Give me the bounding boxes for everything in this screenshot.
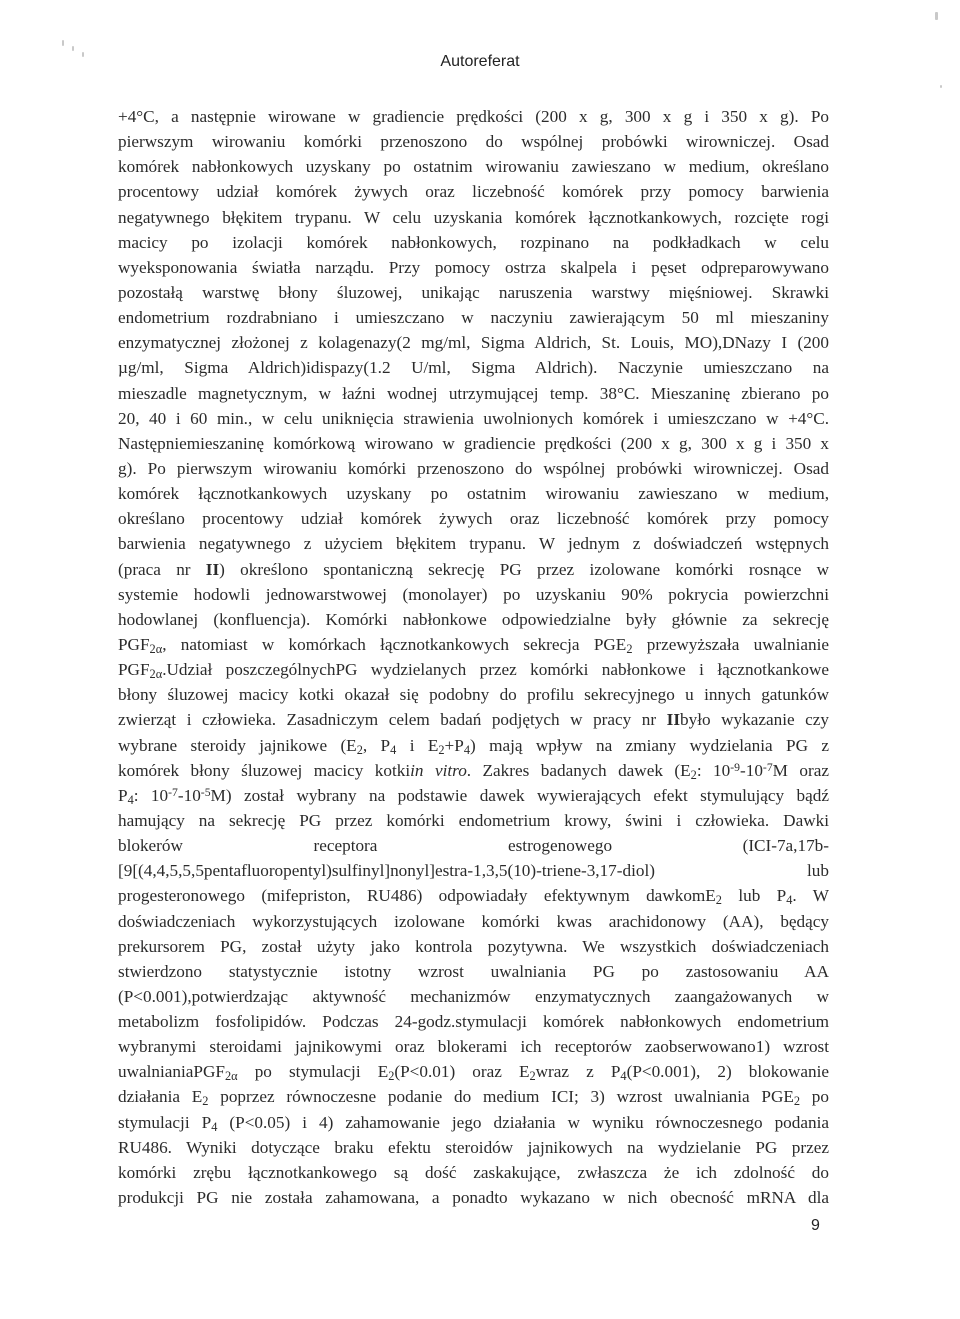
- text-run: wybrane steroidy jajnikowe (E: [118, 735, 357, 755]
- text-run: Następniemieszaninę komórkową wirowano w gradiencie prędkości (200 x g, 300 x g i 350 x: [118, 433, 829, 453]
- text-run: systemie hodowli jednowarstwowej (monolayer) po uzyskaniu 90% pokrycia powierzchni: [118, 584, 829, 604]
- text-run: zwierząt i człowieka. Zasadniczym celem badań podjętych w pracy nr: [118, 710, 667, 730]
- subscript: 2: [388, 1069, 395, 1084]
- scan-speck: [935, 12, 938, 20]
- text-run: stymulacji P: [118, 1112, 212, 1132]
- text-line: [118, 506, 829, 531]
- text-run: komórki zrębu łącznotkankowego są dość zaskakujące, zwłaszcza że ich zdolność do: [118, 1162, 829, 1182]
- text-line: [118, 255, 829, 280]
- text-line: [118, 1034, 829, 1059]
- text-line: [118, 1135, 829, 1160]
- body-paragraph: [118, 104, 829, 1210]
- text-run: komórek błony śluzowej macicy kotki: [118, 760, 411, 780]
- text-line: [118, 330, 829, 355]
- text-line: [118, 179, 829, 204]
- text-run: M) został wybrany na podstawie dawek wywierających efekt stymulujący bądź: [210, 785, 829, 805]
- subscript: 4: [463, 742, 470, 757]
- text-run: mieszadle magnetycznym, w łaźni wodnej utrzymującej temp. 38°C. Mieszaninę zbierano po: [118, 383, 829, 403]
- text-run: ) określono spontaniczną sekrecję PG przez izolowane komórki rosnące w: [219, 559, 829, 579]
- text-run: po stymulacji E: [237, 1062, 389, 1082]
- text-line: [118, 1160, 829, 1185]
- text-run: : 10: [133, 785, 169, 805]
- scan-speck: [62, 40, 64, 46]
- text-run: : 10: [696, 760, 731, 780]
- text-run: P: [118, 785, 128, 805]
- text-line: [118, 833, 829, 858]
- text-line: [118, 707, 829, 732]
- text-line: [118, 632, 829, 657]
- text-line: [118, 934, 829, 959]
- text-line: [118, 381, 829, 406]
- text-run: (P<0.05) i 4) zahamowanie jego działania w wyniku równoczesnego podania: [217, 1112, 829, 1132]
- text-line: [118, 406, 829, 431]
- text-run: (P<0.01) oraz E: [394, 1062, 530, 1082]
- text-run: pierwszym wirowaniu komórki przenoszono do wspólnej probówki wirowniczej. Osad: [118, 132, 829, 152]
- text-run: endometrium rozdrabniano i umieszczano w naczyniu zawierającym 50 ml mieszaniny: [118, 308, 829, 328]
- bold-text: II: [205, 559, 220, 579]
- text-line: [118, 883, 829, 908]
- text-line: [118, 1110, 829, 1135]
- text-run: . Zakres badanych dawek (E: [466, 760, 691, 780]
- text-line: [118, 205, 829, 230]
- text-line: [118, 481, 829, 506]
- text-run: g). Po pierwszym wirowaniu komórki przenoszono do wspólnej probówki wirowniczej. Osad: [118, 458, 829, 478]
- text-run: -10: [177, 785, 201, 805]
- text-line: [118, 984, 829, 1009]
- text-line: [118, 783, 829, 808]
- text-run: ) mają wpływ na zmiany wydzielania PG z: [470, 735, 830, 755]
- subscript: 2: [202, 1094, 209, 1109]
- text-line: [118, 355, 829, 380]
- text-run: działania E: [118, 1087, 203, 1107]
- text-line: [118, 104, 829, 129]
- subscript: 2α: [149, 642, 163, 657]
- text-run: , natomiast w komórkach łącznotkankowych sekrecja PGE: [162, 634, 627, 654]
- text-run: [9[(4,4,5,5,5pentafluoropentyl)sulfinyl]nonyl]estra-1,3,5(10)-triene-3,17-diol) lub: [118, 861, 829, 881]
- subscript: 4: [786, 893, 793, 908]
- text-line: [118, 230, 829, 255]
- text-line: [118, 733, 829, 758]
- text-run: lub P: [721, 886, 787, 906]
- italic-text: in vitro: [410, 760, 467, 780]
- text-run: stwierdzono statystycznie istotny wzrost uwalniania PG po zastosowaniu AA: [118, 961, 829, 981]
- text-run: pozostałą warstwę błony śluzowej, unikając naruszenia warstwy mięśniowej. Skrawki: [118, 282, 829, 302]
- text-run: metabolizm fosfolipidów. Podczas 24-godz.stymulacji komórek nabłonkowych endometrium: [118, 1012, 829, 1032]
- superscript: -5: [200, 785, 211, 799]
- text-line: [118, 305, 829, 330]
- subscript: 2: [626, 642, 633, 657]
- text-run: wyeksponowania światła narządu. Przy pomocy ostrza skalpela i pęset odpreparowywano: [118, 257, 829, 277]
- text-line: [118, 909, 829, 934]
- scan-speck: [940, 85, 942, 88]
- text-run: PGF: [118, 634, 150, 654]
- text-run: poprzez równoczesne podanie do medium ICI; 3) wzrost uwalniania PGE: [208, 1087, 794, 1107]
- text-run: produkcji PG nie została zahamowana, a ponadto wykazano w nich obecność mRNA dla: [118, 1188, 829, 1208]
- text-line: [118, 129, 829, 154]
- text-run: prekursorem PG, został użyty jako kontrola pozytywna. We wszystkich doświadczeniach: [118, 936, 829, 956]
- scan-speck: [72, 46, 74, 51]
- page-header: Autoreferat: [440, 53, 520, 70]
- subscript: 2: [793, 1094, 801, 1109]
- text-run: -10: [740, 760, 763, 780]
- text-run: 20, 40 i 60 min., w celu uniknięcia strawienia uwolnionych komórek i umieszczano w +4°C.: [118, 408, 829, 428]
- subscript: 4: [127, 792, 134, 807]
- text-run: RU486. Wyniki dotyczące braku efektu steroidów jajnikowych na wydzielanie PG przez: [118, 1137, 829, 1157]
- text-line: [118, 1185, 829, 1210]
- text-line: [118, 154, 829, 179]
- text-run: uwalnianiaPGF: [118, 1062, 225, 1082]
- text-line: [118, 1059, 829, 1084]
- superscript: -9: [730, 760, 740, 774]
- subscript: 2: [529, 1069, 536, 1084]
- text-run: błony śluzowej macicy kotki okazał się podobny do profilu sekrecyjnego u innych gatunków: [118, 685, 829, 705]
- text-run: M oraz: [772, 760, 829, 780]
- text-line: [118, 582, 829, 607]
- text-line: [118, 280, 829, 305]
- text-line: [118, 858, 829, 883]
- text-run: było wykazanie czy: [680, 710, 829, 730]
- subscript: 4: [620, 1069, 627, 1084]
- text-line: [118, 531, 829, 556]
- text-run: po: [800, 1087, 829, 1107]
- text-line: [118, 657, 829, 682]
- text-run: określano procentowy udział komórek żywych oraz liczebność komórek przy pomocy: [118, 509, 829, 529]
- text-run: (P<0.001),potwierdzając aktywność mechanizmów enzymatycznych zaangażowanych w: [118, 986, 829, 1006]
- superscript: -7: [762, 760, 773, 774]
- subscript: 2: [356, 742, 363, 757]
- text-line: [118, 1084, 829, 1109]
- text-line: [118, 431, 829, 456]
- subscript: 2α: [149, 667, 163, 682]
- text-run: przewyższała uwalnianie: [632, 634, 830, 654]
- bold-text: II: [666, 710, 681, 730]
- subscript: 2: [715, 893, 722, 908]
- text-run: . W: [792, 886, 829, 906]
- text-line: [118, 758, 829, 783]
- subscript: 4: [211, 1119, 218, 1134]
- text-run: wraz z P: [535, 1062, 621, 1082]
- text-run: progesteronowego (mifepriston, RU486) odpowiadały efektywnym dawkomE: [118, 886, 716, 906]
- text-run: procentowy udział komórek żywych oraz liczebność komórek przy pomocy barwienia: [118, 182, 829, 202]
- text-run: negatywnego błękitem trypanu. W celu uzyskania komórek łącznotkankowych, rozcięte rogi: [118, 207, 829, 227]
- text-line: [118, 1009, 829, 1034]
- text-run: PGF: [118, 660, 150, 680]
- text-run: µg/ml, Sigma Aldrich)idispazy(1.2 U/ml, Sigma Aldrich). Naczynie umieszczano na: [118, 358, 829, 378]
- text-line: [118, 959, 829, 984]
- text-run: barwienia negatywnego z użyciem błękitem trypanu. W jednym z doświadczeń wstępnych: [118, 534, 829, 554]
- text-run: wybranymi steroidami jajnikowymi oraz blokerami ich receptorów zaobserwowano1) wzrost: [118, 1037, 829, 1057]
- subscript: 2: [438, 742, 445, 757]
- page-number: 9: [811, 1217, 820, 1234]
- text-run: i E: [396, 735, 439, 755]
- text-line: [118, 682, 829, 707]
- text-run: .Udział poszczególnychPG wydzielanych przez komórki nabłonkowe i łącznotkankowe: [162, 660, 829, 680]
- subscript: 2α: [224, 1069, 238, 1084]
- text-line: [118, 557, 829, 582]
- text-run: doświadczeniach wykorzystujących izolowane komórki kwas arachidonowy (AA), będący: [118, 911, 829, 931]
- subscript: 4: [390, 742, 397, 757]
- text-line: [118, 808, 829, 833]
- text-run: komórek łącznotkankowych uzyskany po ostatnim wirowaniu zawieszano w medium,: [118, 484, 829, 504]
- text-run: (P<0.001), 2) blokowanie: [626, 1062, 829, 1082]
- text-run: hodowlanej (konfluencja). Komórki nabłonkowe odpowiedzialne były głównie za sekrecję: [118, 609, 829, 629]
- text-run: komórek nabłonkowych uzyskany po ostatnim wirowaniu zawieszano w medium, określano: [118, 157, 829, 177]
- text-run: enzymatycznej złożonej z kolagenazy(2 mg/ml, Sigma Aldrich, St. Louis, MO),DNazy I (200: [118, 333, 829, 353]
- text-run: +4°C, a następnie wirowane w gradiencie prędkości (200 x g, 300 x g i 350 x g). Po: [118, 107, 829, 126]
- text-run: +P: [444, 735, 464, 755]
- text-run: blokerów receptora estrogenowego (ICI-7a,17b-: [118, 836, 829, 856]
- superscript: -7: [168, 785, 178, 799]
- subscript: 2: [690, 767, 697, 782]
- text-line: [118, 607, 829, 632]
- text-run: hamujący na sekrecję PG przez komórki endometrium krowy, świni i człowieka. Dawki: [118, 810, 829, 830]
- text-run: , P: [362, 735, 391, 755]
- text-line: [118, 456, 829, 481]
- text-run: (praca nr: [118, 559, 206, 579]
- text-run: macicy po izolacji komórek nabłonkowych, rozpinano na podkładkach w celu: [118, 232, 829, 252]
